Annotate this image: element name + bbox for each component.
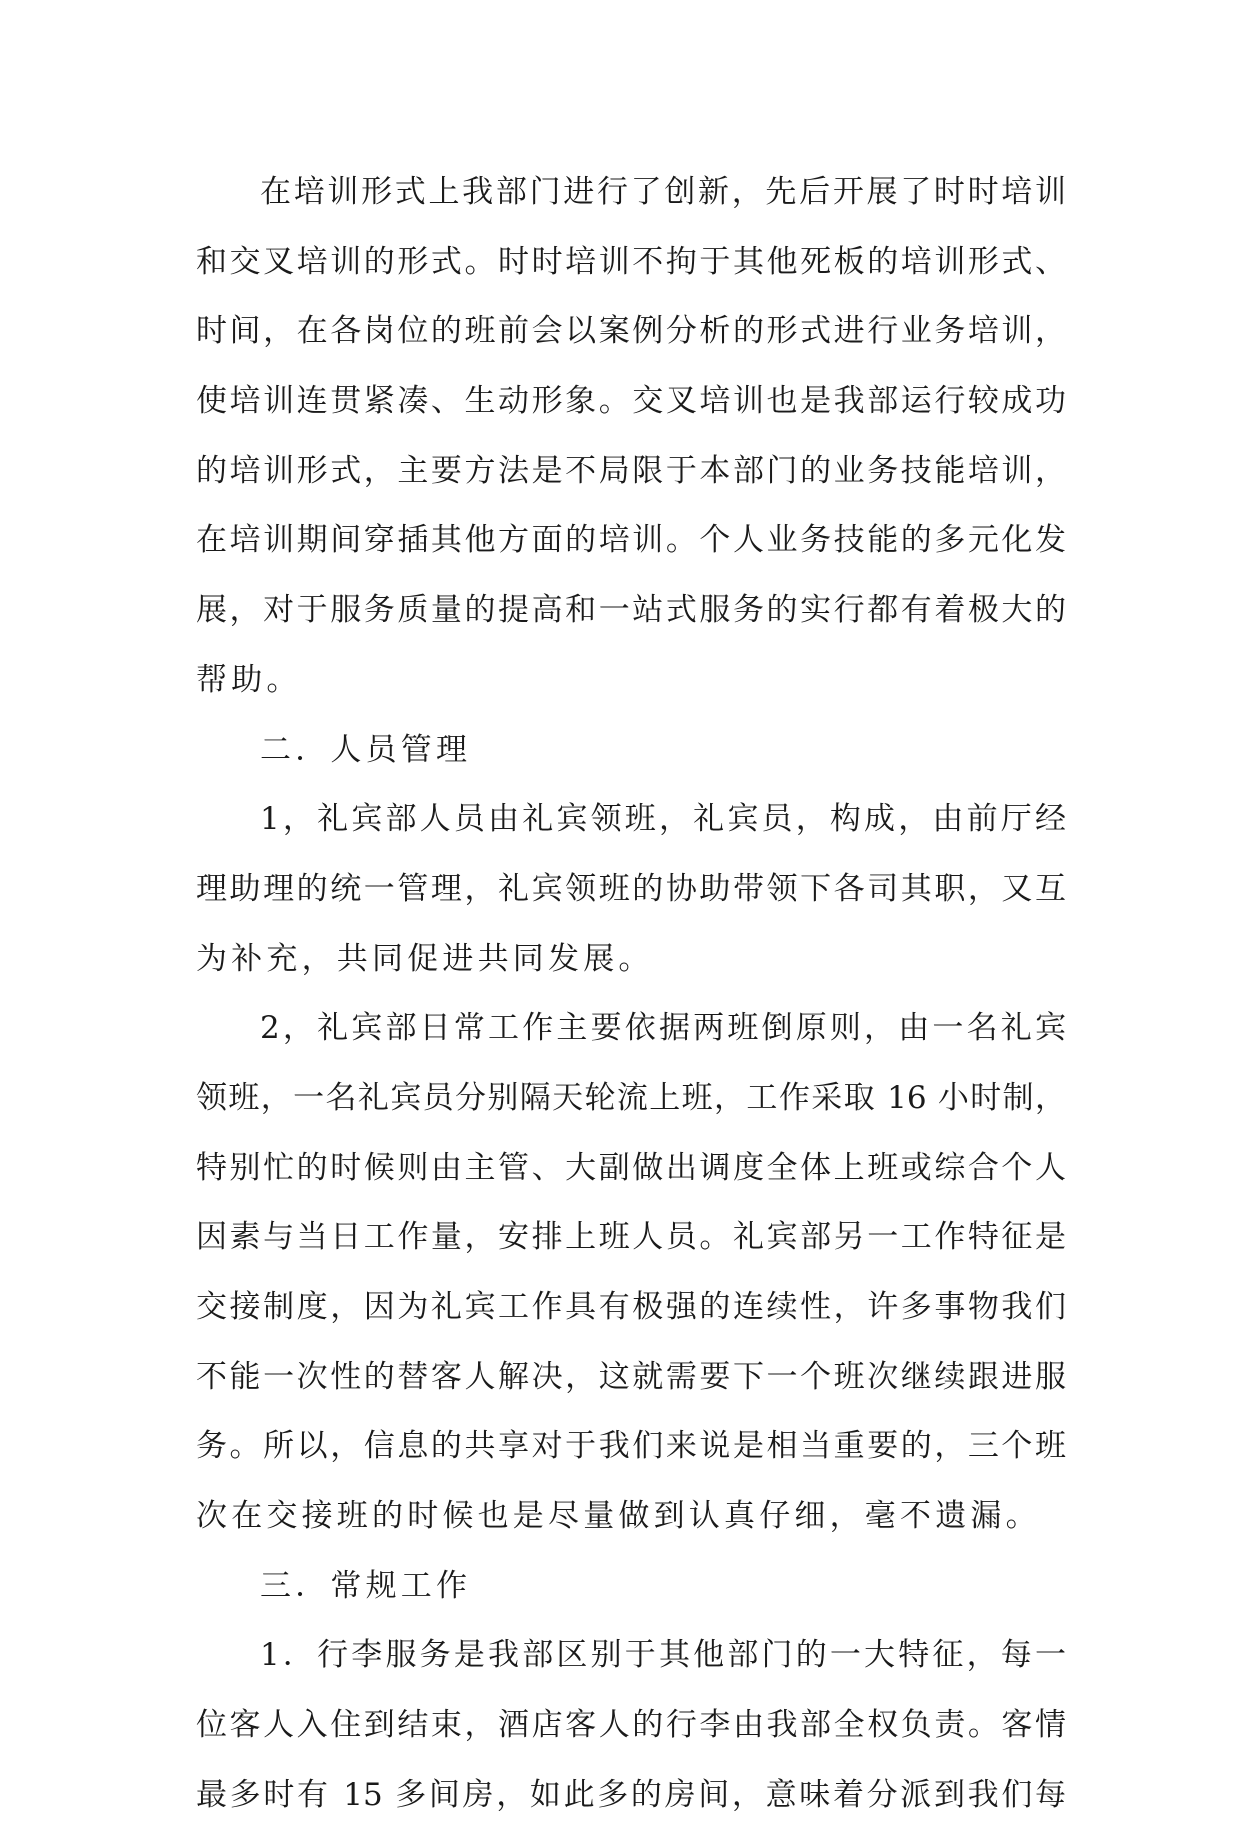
text-line: 的培训形式，主要方法是不局限于本部门的业务技能培训， (196, 452, 1066, 489)
text-line: 因素与当日工作量，安排上班人员。礼宾部另一工作特征是 (196, 1219, 1066, 1256)
text-line: 位客人入住到结束，酒店客人的行李由我部全权负责。客情 (196, 1707, 1066, 1744)
paragraph-daily-work (196, 994, 1066, 1552)
text-line: 使培训连贯紧凑、生动形象。交叉培训也是我部运行较成功 (196, 383, 1066, 420)
text-line: 在培训形式上我部门进行了创新，先后开展了时时培训 (260, 174, 1066, 210)
text-line: 理助理的统一管理，礼宾领班的协助带领下各司其职，又互 (196, 870, 1066, 907)
text-line: 为补充，共同促进共同发展。 (196, 940, 654, 977)
text-line: 领班，一名礼宾员分别隔天轮流上班，工作采取 16 小时制， (196, 1079, 1066, 1116)
section-heading-personnel (196, 716, 1066, 786)
text-line: 帮助。 (196, 661, 302, 698)
text-line: 和交叉培训的形式。时时培训不拘于其他死板的培训形式、 (196, 243, 1066, 280)
text-line: 最多时有 15 多间房，如此多的房间，意味着分派到我们每 (196, 1776, 1066, 1813)
text-line: 展，对于服务质量的提高和一站式服务的实行都有着极大的 (196, 592, 1066, 629)
text-line: 2，礼宾部日常工作主要依据两班倒原则，由一名礼宾 (260, 1010, 1066, 1047)
heading-text: 二．人员管理 (260, 731, 472, 768)
text-line: 1，礼宾部人员由礼宾领班，礼宾员，构成，由前厅经 (260, 801, 1066, 838)
text-line: 次在交接班的时候也是尽量做到认真仔细，毫不遗漏。 (196, 1498, 1041, 1535)
text-line: 交接制度，因为礼宾工作具有极强的连续性，许多事物我们 (196, 1289, 1066, 1325)
text-line: 不能一次性的替客人解决，这就需要下一个班次继续跟进服 (196, 1358, 1066, 1395)
document-body (196, 158, 1066, 1831)
heading-text: 三．常规工作 (260, 1567, 472, 1604)
paragraph-training-format (196, 158, 1066, 716)
text-line: 时间，在各岗位的班前会以案例分析的形式进行业务培训， (196, 313, 1066, 350)
text-line: 务。所以，信息的共享对于我们来说是相当重要的，三个班 (196, 1428, 1066, 1465)
section-heading-routine-work (196, 1552, 1066, 1622)
text-line: 特别忙的时候则由主管、大副做出调度全体上班或综合个人 (196, 1149, 1066, 1186)
text-line: 1．行李服务是我部区别于其他部门的一大特征，每一 (260, 1637, 1066, 1674)
paragraph-personnel-structure (196, 785, 1066, 994)
paragraph-luggage-service (196, 1621, 1066, 1830)
text-line: 在培训期间穿插其他方面的培训。个人业务技能的多元化发 (196, 522, 1066, 559)
